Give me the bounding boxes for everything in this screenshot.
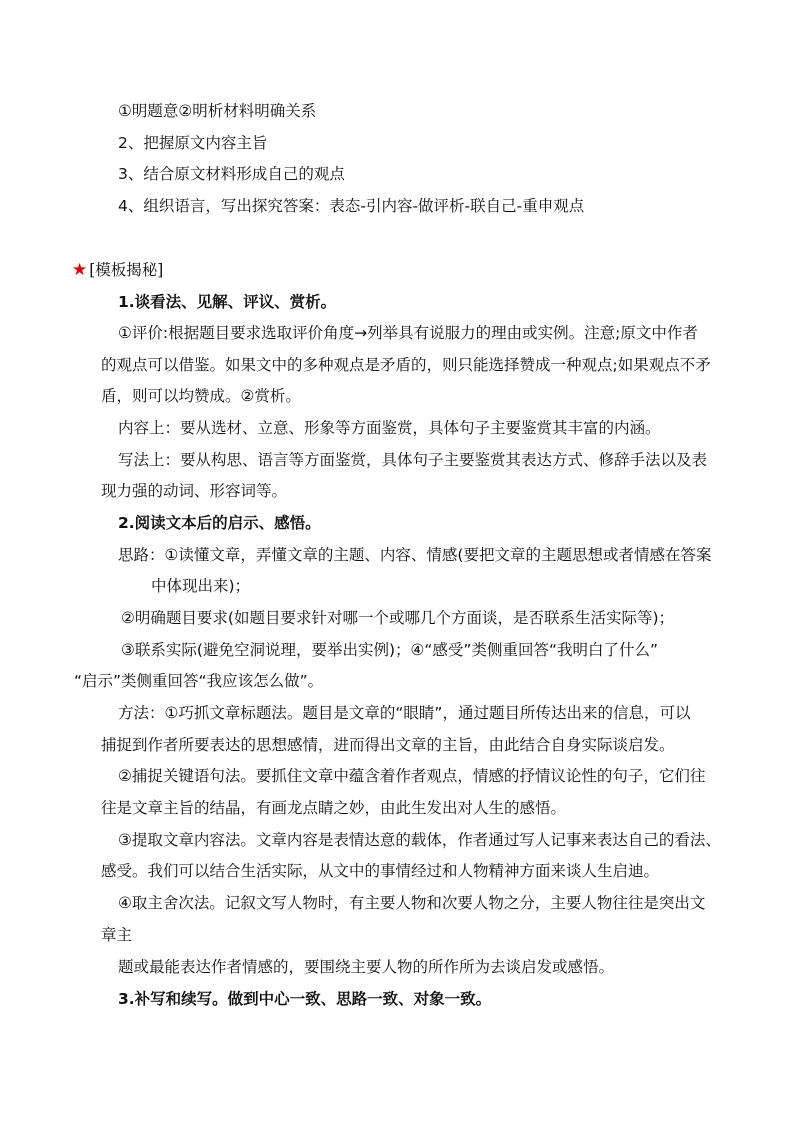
- item2-line: 中体现出来)；: [151, 577, 251, 595]
- item3-title: 3.补写和续写。做到中心一致、思路一致、对象一致。: [118, 990, 492, 1008]
- item1-line: 的观点可以借鉴。如果文中的多种观点是矛盾的，则只能选择赞成一种观点;如果观点不矛: [101, 356, 711, 374]
- intro-step-4: 4、组织语言，写出探究答案：表态-引内容-做评析-联自己-重申观点: [118, 197, 585, 215]
- item2-line: 章主: [101, 926, 133, 944]
- item2-line: 往是文章主旨的结晶，有画龙点睛之妙，由此生发出对人生的感悟。: [101, 799, 567, 817]
- item2-line: 捕捉到作者所要表达的思想感情，进而得出文章的主旨，由此结合自身实际谈启发。: [101, 736, 675, 754]
- item2-line: 方法：①巧抓文章标题法。题目是文章的“眼睛”，通过题目所传达出来的信息，可以: [118, 704, 691, 722]
- item2-line: ②捕捉关键语句法。要抓住文章中蕴含着作者观点，情感的抒情议论性的句子，它们往: [118, 767, 706, 785]
- section-heading: [72, 260, 163, 280]
- item1-line: ①评价:根据题目要求选取评价角度→列举具有说服力的理由或实例。注意;原文中作者: [118, 324, 698, 342]
- item1-title: 1.谈看法、见解、评议、赏析。: [118, 293, 337, 311]
- intro-step-2: 2、把握原文内容主旨: [118, 134, 268, 152]
- item2-line: 感受。我们可以结合生活实际，从文中的事情经过和人物精神方面来谈人生启迪。: [101, 862, 660, 880]
- item2-line: ②明确题目要求(如题目要求针对哪一个或哪几个方面谈，是否联系生活实际等)；: [121, 609, 674, 627]
- item2-line: ③联系实际(避免空洞说理，要举出实例)；④“感受”类侧重回答“我明白了什么”: [121, 641, 659, 659]
- item2-line: ④取主舍次法。记叙文写人物时，有主要人物和次要人物之分，主要人物往往是突出文: [118, 894, 706, 912]
- item2-line: 题或最能表达作者情感的，要围绕主要人物的所作所为去谈启发或感悟。: [118, 958, 615, 976]
- intro-step-3: 3、结合原文材料形成自己的观点: [118, 165, 345, 183]
- intro-step-1: ①明题意②明析材料明确关系: [118, 102, 317, 120]
- item1-line: 写法上：要从构思、语言等方面鉴赏，具体句子主要鉴赏其表达方式、修辞手法以及表: [118, 451, 708, 469]
- item1-line: 现力强的动词、形容词等。: [101, 482, 288, 500]
- item2-line: “启示”类侧重回答“我应该怎么做”。: [74, 672, 324, 690]
- item1-line: 内容上：要从选材、立意、形象等方面鉴赏，具体句子主要鉴赏其丰富的内涵。: [118, 419, 661, 437]
- item1-line: 盾，则可以均赞成。②赏析。: [101, 387, 301, 405]
- star-icon: ★: [72, 260, 88, 280]
- item2-title: 2.阅读文本后的启示、感悟。: [118, 514, 321, 532]
- item2-line: ③提取文章内容法。文章内容是表情达意的载体，作者通过写人记事来表达自己的看法、: [118, 831, 721, 849]
- section-title: [模板揭秘]: [89, 261, 164, 279]
- item2-line: 思路：①读懂文章，弄懂文章的主题、内容、情感(要把文章的主题思想或者情感在答案: [118, 546, 712, 564]
